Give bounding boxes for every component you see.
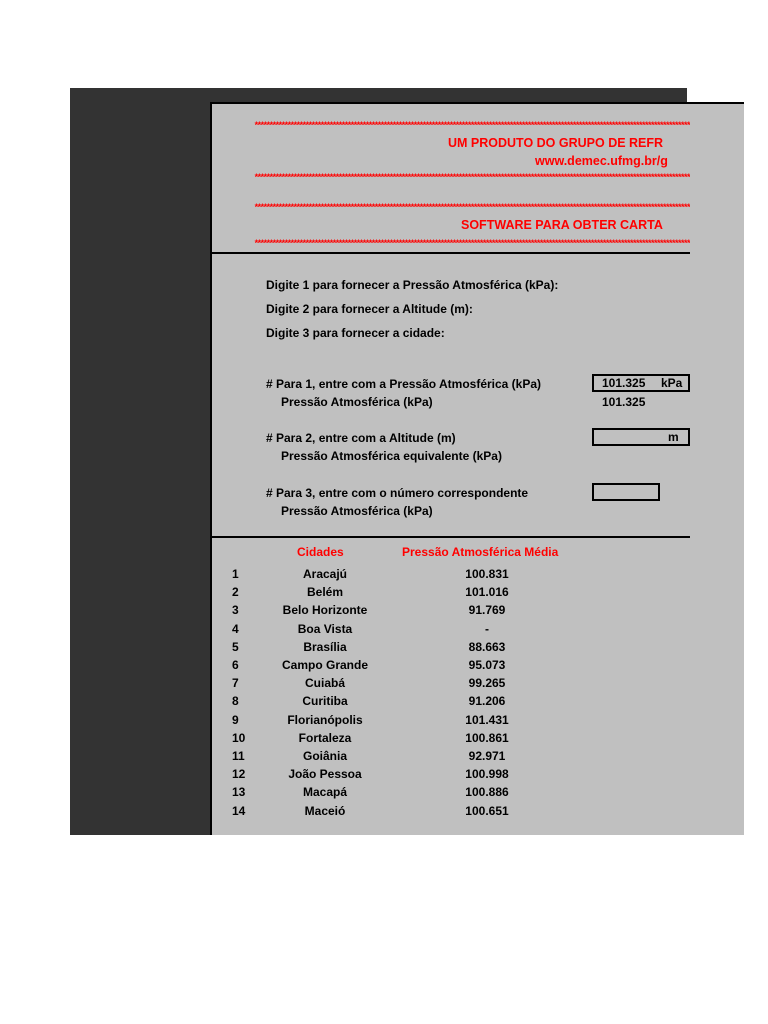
table-row bbox=[212, 731, 690, 749]
row-city: Aracajú bbox=[302, 567, 348, 581]
row-city: Goiânia bbox=[302, 749, 347, 763]
header-line1-box bbox=[212, 136, 690, 156]
star-border-mid2: ************************************************************************************************************************************************* bbox=[254, 202, 690, 212]
row-pressure: 101.016 bbox=[465, 585, 509, 600]
row-number: 11 bbox=[232, 749, 245, 763]
pressure-input-value: 101.325 bbox=[602, 376, 646, 390]
para3-label: # Para 3, entre com o número correspondente bbox=[266, 486, 529, 500]
row-city: Fortaleza bbox=[298, 730, 352, 745]
row-number: 1 bbox=[232, 567, 239, 581]
table-row bbox=[212, 640, 690, 658]
row-number: 9 bbox=[232, 712, 239, 727]
table-row bbox=[212, 713, 690, 731]
table-row bbox=[212, 622, 690, 640]
table-row bbox=[212, 749, 690, 767]
row-pressure: 91.206 bbox=[468, 694, 506, 709]
row-city: Florianópolis bbox=[287, 712, 363, 727]
altitude-input[interactable] bbox=[592, 428, 690, 446]
row-pressure: 100.651 bbox=[465, 803, 509, 818]
software-title: SOFTWARE PARA OBTER CARTA bbox=[461, 218, 663, 232]
divider-table bbox=[212, 536, 690, 538]
row-pressure: 100.886 bbox=[465, 785, 509, 800]
star-border-mid: ************************************************************************************************************************************************* bbox=[254, 172, 690, 182]
star-border-top: ************************************************************************************************************************************************* bbox=[254, 120, 690, 130]
row-pressure: 88.663 bbox=[468, 639, 506, 654]
row-number: 8 bbox=[232, 694, 239, 709]
table-header-cities: Cidades bbox=[297, 545, 344, 559]
city-number-input[interactable] bbox=[592, 483, 660, 501]
row-number: 2 bbox=[232, 585, 239, 600]
para2-label: # Para 2, entre com a Altitude (m) bbox=[266, 431, 456, 445]
table-row bbox=[212, 767, 690, 785]
para1-result-label: Pressão Atmosférica (kPa) bbox=[281, 395, 433, 409]
header-line1: UM PRODUTO DO GRUPO DE REFR bbox=[448, 136, 664, 150]
row-city: Cuiabá bbox=[304, 676, 345, 691]
pressure-input-unit: kPa bbox=[661, 376, 683, 390]
table-row bbox=[212, 603, 690, 621]
row-city: Macapá bbox=[302, 785, 348, 800]
software-title-box bbox=[212, 218, 690, 238]
row-city: Campo Grande bbox=[281, 658, 368, 672]
row-city: Brasília bbox=[303, 639, 347, 654]
row-number: 7 bbox=[232, 676, 239, 691]
para2-result-label: Pressão Atmosférica equivalente (kPa) bbox=[281, 449, 502, 463]
para1-result-value: 101.325 bbox=[602, 395, 646, 409]
row-number: 10 bbox=[232, 730, 246, 745]
row-pressure: 100.998 bbox=[465, 767, 509, 782]
table-row bbox=[212, 785, 690, 803]
instruction-option-3: Digite 3 para fornecer a cidade: bbox=[266, 326, 445, 340]
para1-label: # Para 1, entre com a Pressão Atmosférica (kPa) bbox=[266, 377, 542, 391]
row-number: 6 bbox=[232, 658, 239, 672]
instruction-option-1: Digite 1 para fornecer a Pressão Atmosférica (kPa): bbox=[266, 278, 559, 292]
instruction-option-2: Digite 2 para fornecer a Altitude (m): bbox=[266, 302, 473, 316]
row-pressure: 92.971 bbox=[468, 749, 506, 763]
row-pressure: 100.861 bbox=[465, 730, 509, 745]
header-line2: www.demec.ufmg.br/g bbox=[535, 154, 668, 168]
row-number: 4 bbox=[232, 621, 239, 636]
star-border-bottom: ************************************************************************************************************************************************* bbox=[254, 238, 690, 248]
row-city: Belo Horizonte bbox=[282, 603, 368, 618]
table-header-pressure: Pressão Atmosférica Média bbox=[402, 545, 559, 559]
table-row bbox=[212, 676, 690, 694]
row-city: Curitiba bbox=[302, 694, 348, 709]
row-number: 5 bbox=[232, 639, 239, 654]
row-city: Maceió bbox=[304, 803, 346, 818]
row-number: 14 bbox=[232, 803, 246, 818]
row-pressure: 95.073 bbox=[468, 658, 506, 672]
row-number: 13 bbox=[232, 785, 246, 800]
row-pressure: 100.831 bbox=[465, 567, 509, 581]
row-pressure: 91.769 bbox=[468, 603, 506, 618]
table-row bbox=[212, 804, 690, 822]
header-line2-box bbox=[212, 154, 690, 174]
row-city: Belém bbox=[306, 585, 344, 600]
altitude-input-unit: m bbox=[668, 430, 679, 444]
row-pressure: 99.265 bbox=[468, 676, 506, 691]
pressure-input[interactable] bbox=[592, 374, 690, 392]
table-row bbox=[212, 567, 690, 585]
table-row bbox=[212, 694, 690, 712]
row-pressure: - bbox=[485, 621, 489, 636]
table-row bbox=[212, 658, 690, 676]
table-row bbox=[212, 585, 690, 603]
row-number: 3 bbox=[232, 603, 239, 618]
row-pressure: 101.431 bbox=[465, 712, 509, 727]
spreadsheet-sheet bbox=[210, 102, 744, 835]
divider-header bbox=[212, 252, 690, 254]
row-city: Boa Vista bbox=[297, 621, 353, 636]
row-city: João Pessoa bbox=[288, 767, 362, 782]
para3-result-label: Pressão Atmosférica (kPa) bbox=[281, 504, 433, 518]
row-number: 12 bbox=[232, 767, 246, 782]
